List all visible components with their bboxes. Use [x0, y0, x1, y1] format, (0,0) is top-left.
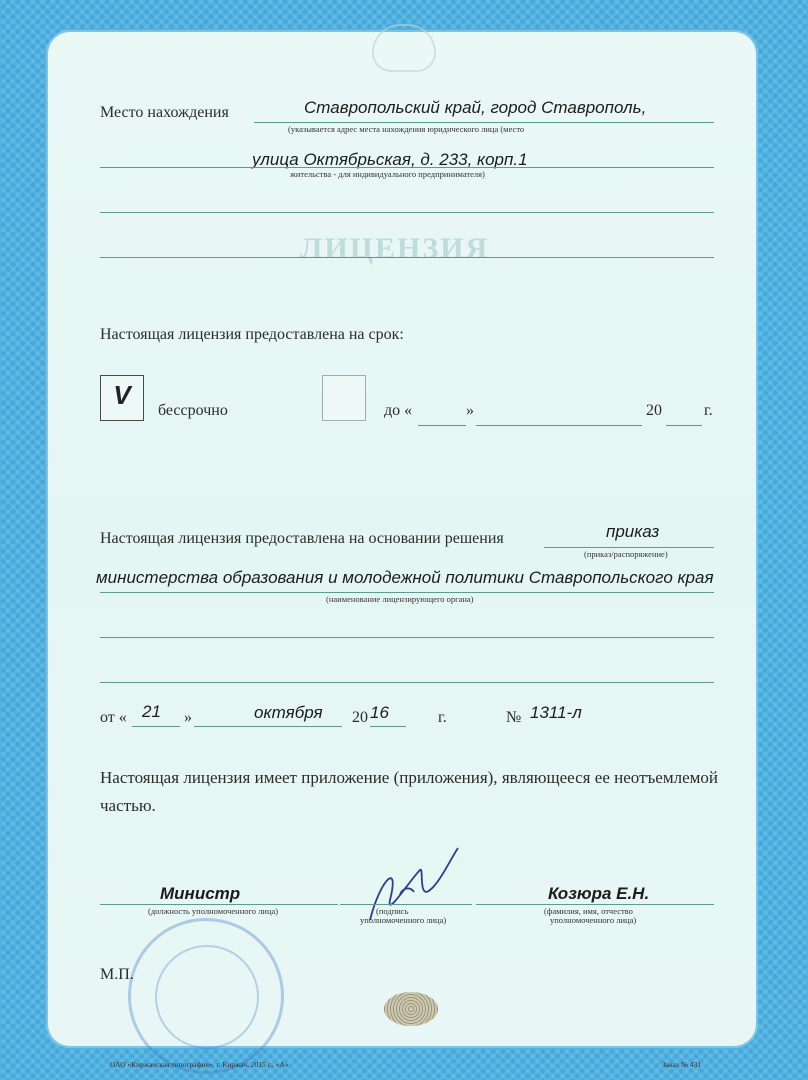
signer-position: Министр — [160, 884, 241, 903]
basis-doc-type-line — [544, 547, 714, 548]
until-year-line — [666, 425, 702, 426]
until-quote: » — [466, 402, 474, 419]
appendix-statement: Настоящая лицензия имеет приложение (приложения), являющееся ее неотъемлемой частью. — [100, 768, 718, 815]
location-hint-2: жительства - для индивидуального предпринимателя) — [290, 169, 485, 179]
until-month-line — [476, 425, 642, 426]
location-line-1: Ставропольский край, город Ставрополь, — [304, 98, 647, 117]
order-number: 1311-л — [530, 703, 582, 722]
location-line-2: улица Октябрьская, д. 233, корп.1 — [252, 150, 528, 169]
blank-line-1 — [100, 212, 714, 213]
signature-hint-1: (подпись — [376, 906, 409, 916]
term-label: Настоящая лицензия предоставлена на срок: — [100, 326, 404, 343]
official-seal — [128, 918, 284, 1074]
until-prefix: до « — [384, 402, 413, 419]
name-line — [476, 904, 714, 905]
stamp-place-label: М.П. — [100, 966, 134, 983]
location-underline-1 — [254, 122, 714, 123]
date-close-quote: » — [184, 709, 192, 726]
blank-line-2 — [100, 257, 714, 258]
emblem-watermark — [372, 24, 436, 72]
basis-doc-type: приказ — [606, 522, 660, 541]
date-day: 21 — [142, 702, 161, 721]
until-year-suffix: г. — [704, 402, 713, 419]
hologram-sticker — [384, 992, 438, 1026]
date-month: октября — [254, 703, 323, 722]
basis-doc-type-hint: (приказ/распоряжение) — [584, 549, 668, 559]
order-imprint: Заказ № 431 — [662, 1060, 702, 1069]
blank-line-3 — [100, 637, 714, 638]
blank-line-4 — [100, 682, 714, 683]
date-year-line — [370, 726, 406, 727]
until-year-prefix: 20 — [646, 402, 662, 419]
date-year: 16 — [370, 703, 389, 722]
show-through-title: ЛИЦЕНЗИЯ — [300, 232, 490, 265]
handwritten-signature — [340, 840, 470, 940]
seal-inner-ring — [155, 945, 259, 1049]
date-year-prefix: 20 — [352, 709, 368, 726]
printer-imprint: ОАО «Киржачская типография», г. Киржач, 2015 г., «А» — [110, 1060, 289, 1069]
unlimited-label: бессрочно — [158, 402, 228, 419]
basis-authority-hint: (наименование лицензирующего органа) — [326, 594, 474, 604]
signer-name-hint-1: (фамилия, имя, отчество — [544, 906, 633, 916]
location-hint-1: (указывается адрес места нахождения юридического лица (место — [288, 124, 525, 134]
date-year-suffix: г. — [438, 709, 447, 726]
until-day-line — [418, 425, 466, 426]
order-number-prefix: № — [506, 709, 522, 726]
unlimited-checkbox — [100, 375, 144, 421]
signer-name-hint-2: уполномоченного лица) — [550, 915, 637, 925]
date-month-line — [194, 726, 342, 727]
check-mark: V — [113, 380, 131, 410]
basis-label: Настоящая лицензия предоставлена на основании решения — [100, 530, 504, 547]
date-prefix: от « — [100, 709, 127, 726]
signature-line — [340, 904, 472, 905]
basis-authority: министерства образования и молодежной политики Ставропольского края — [96, 568, 714, 587]
signature-hint-2: уполномоченного лица) — [360, 915, 447, 925]
signer-position-hint: (должность уполномоченного лица) — [148, 906, 279, 916]
location-underline-2 — [100, 167, 714, 168]
location-label: Место нахождения — [100, 104, 229, 121]
term-until-checkbox — [322, 375, 366, 421]
basis-authority-line — [100, 592, 714, 593]
signer-name: Козюра Е.Н. — [548, 884, 650, 903]
date-day-line — [132, 726, 180, 727]
position-line — [100, 904, 338, 905]
